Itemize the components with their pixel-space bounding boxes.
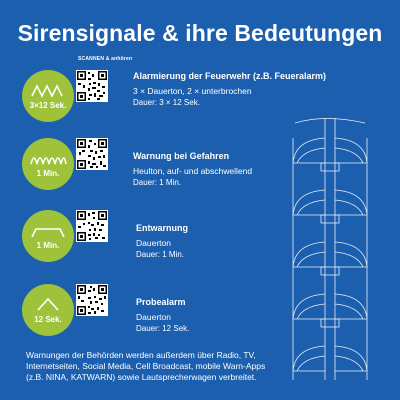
wave-icon — [22, 138, 74, 190]
qr-code-icon[interactable] — [76, 70, 108, 102]
signal-heading: Warnung bei Gefahren — [133, 151, 230, 161]
signal-description: Dauerton — [136, 312, 171, 322]
signal-heading: Probealarm — [136, 297, 186, 307]
footer-note — [26, 350, 366, 383]
signal-duration-badge: 3×12 Sek. — [29, 101, 67, 110]
signal-badge — [22, 70, 74, 122]
signal-description: Heulton, auf- und abschwellend — [133, 166, 253, 176]
qr-code-icon[interactable] — [76, 284, 108, 316]
signal-badge — [22, 210, 74, 262]
page-title: Sirensignale & ihre Bedeutungen — [17, 20, 383, 46]
three-pulse-icon — [22, 70, 74, 122]
footer-line: (z.B. NINA, KATWARN) sowie Lautsprecherwagen verbreitet. — [26, 372, 257, 382]
signal-duration-badge: 1 Min. — [36, 241, 60, 250]
signal-duration: Dauer: 1 Min. — [133, 178, 182, 187]
signal-badge — [22, 138, 74, 190]
scan-label: SCANNEN & anhören — [78, 56, 133, 62]
qr-code-icon[interactable] — [76, 210, 108, 242]
signal-duration: Dauer: 3 × 12 Sek. — [133, 98, 200, 107]
signal-badge — [22, 284, 74, 336]
signal-duration-badge: 1 Min. — [36, 169, 60, 178]
signal-duration: Dauer: 12 Sek. — [136, 324, 190, 333]
footer-line: Internetseiten, Social Media, Cell Broadcast, mobile Warn-Apps — [26, 361, 266, 371]
signal-description: 3 × Dauerton, 2 × unterbrochen — [133, 86, 252, 96]
signal-duration-badge: 12 Sek. — [34, 315, 62, 324]
signal-duration: Dauer: 1 Min. — [136, 250, 185, 259]
flat-tone-icon — [22, 210, 74, 262]
single-pulse-icon — [22, 284, 74, 336]
signal-description: Dauerton — [136, 238, 171, 248]
siren-illustration — [275, 118, 385, 380]
footer-line: Warnungen der Behörden werden außerdem über Radio, TV, — [26, 350, 256, 360]
signal-info — [133, 70, 383, 109]
qr-code-icon[interactable] — [76, 138, 108, 170]
signal-heading: Entwarnung — [136, 223, 188, 233]
signal-heading: Alarmierung der Feuerwehr (z.B. Feueralarm) — [133, 71, 327, 81]
